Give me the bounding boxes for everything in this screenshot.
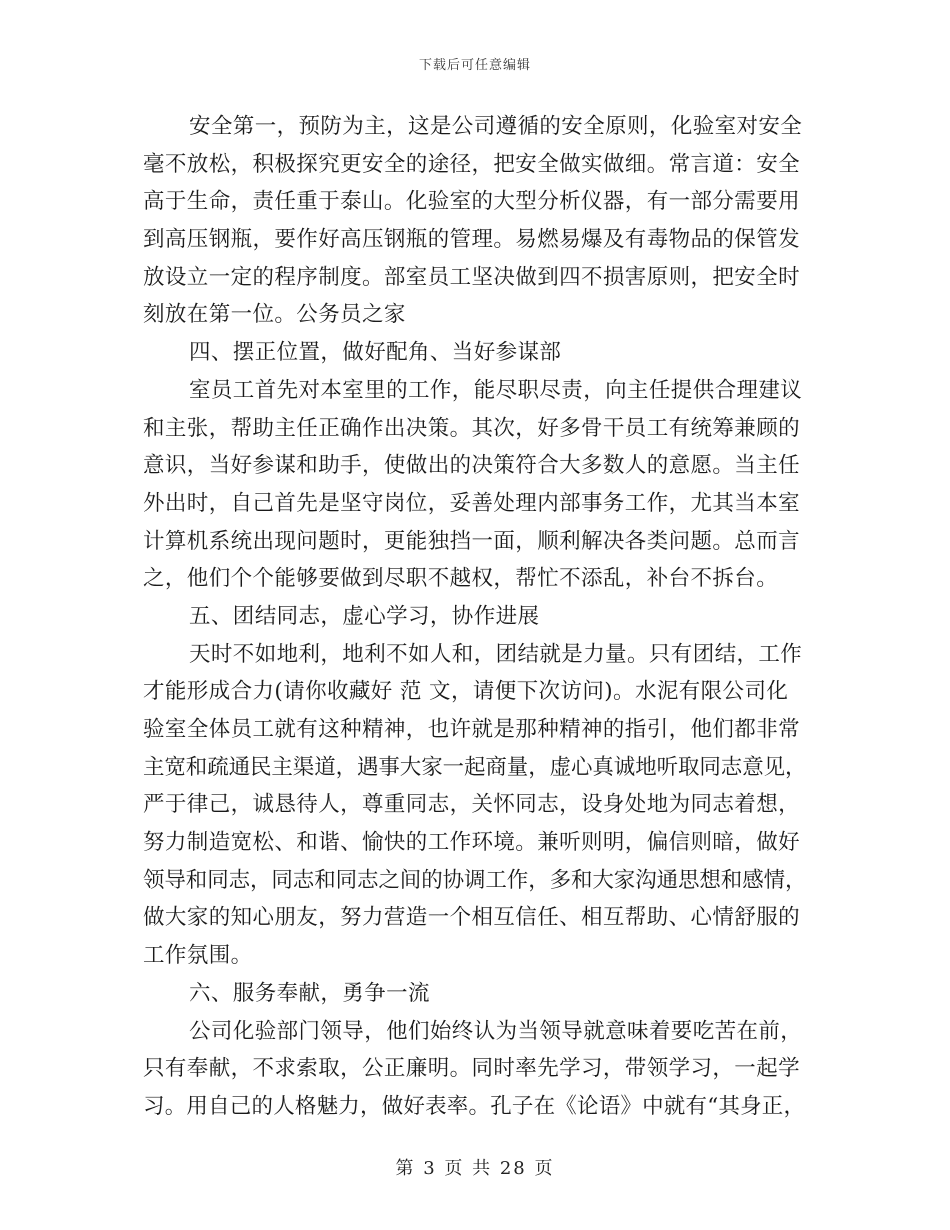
text-line: 领导和同志，同志和同志之间的协调工作，多和大家沟通思想和感情， — [143, 867, 807, 893]
text-line: 天时不如地利，地利不如人和，团结就是力量。只有团结，工作 — [189, 641, 803, 667]
text-line: 和主张，帮助主任正确作出决策。其次，好多骨干员工有统筹兼顾的 — [143, 415, 801, 441]
text-line: 外出时，自己首先是坚守岗位，妥善处理内部事务工作，尤其当本室 — [143, 490, 801, 516]
section-heading: 五、团结同志，虚心学习，协作进展 — [189, 603, 540, 629]
text-line: 计算机系统出现问题时，更能独挡一面，顺利解决各类问题。总而言 — [143, 528, 801, 554]
text-line: 之，他们个个能够要做到尽职不越权，帮忙不添乱，补台不拆台。 — [143, 566, 779, 592]
document-body — [143, 108, 807, 1126]
text-line: 意识，当好参谋和助手，使做出的决策符合大多数人的意愿。当主任 — [143, 453, 801, 479]
section-heading: 六、服务奉献，勇争一流 — [189, 980, 430, 1006]
text-line: 室员工首先对本室里的工作，能尽职尽责，向主任提供合理建议 — [189, 377, 803, 403]
text-line: 只有奉献，不求索取，公正廉明。同时率先学习，带领学习，一起学 — [143, 1056, 801, 1082]
text-line: 主宽和疏通民主渠道，遇事大家一起商量，虚心真诚地听取同志意见， — [143, 754, 807, 780]
text-line: 努力制造宽松、和谐、愉快的工作环境。兼听则明，偏信则暗，做好 — [143, 830, 801, 856]
text-line: 工作氛围。 — [143, 943, 253, 969]
page-number-footer: 第 3 页 共 28 页 — [395, 1158, 555, 1179]
text-line: 毫不放松，积极探究更安全的途径，把安全做实做细。常言道：安全 — [143, 151, 801, 177]
text-line: 高于生命，责任重于泰山。化验室的大型分析仪器，有一部分需要用 — [143, 189, 801, 215]
text-line: 做大家的知心朋友，努力营造一个相互信任、相互帮助、心情舒服的 — [143, 905, 801, 931]
text-line: 公司化验部门领导，他们始终认为当领导就意味着要吃苦在前， — [189, 1018, 803, 1044]
text-line: 习。用自己的人格魅力，做好表率。孔子在《论语》中就有“其身正， — [143, 1093, 806, 1119]
text-line: 刻放在第一位。公务员之家 — [143, 302, 406, 328]
text-line: 到高压钢瓶，要作好高压钢瓶的管理。易燃易爆及有毒物品的保管发 — [143, 227, 801, 253]
section-heading: 四、摆正位置，做好配角、当好参谋部 — [189, 340, 562, 366]
page-header: 下载后可任意编辑 — [418, 58, 531, 73]
text-line: 安全第一，预防为主，这是公司遵循的安全原则，化验室对安全 — [189, 114, 803, 139]
text-line: 严于律己，诚恳待人，尊重同志，关怀同志，设身处地为同志着想， — [143, 792, 801, 818]
text-line: 才能形成合力(请你收藏好 范 文，请便下次访问)。水泥有限公司化 — [143, 679, 789, 705]
text-line: 放设立一定的程序制度。部室员工坚决做到四不损害原则，把安全时 — [143, 264, 801, 290]
text-line: 验室全体员工就有这种精神，也许就是那种精神的指引，他们都非常 — [143, 717, 801, 742]
